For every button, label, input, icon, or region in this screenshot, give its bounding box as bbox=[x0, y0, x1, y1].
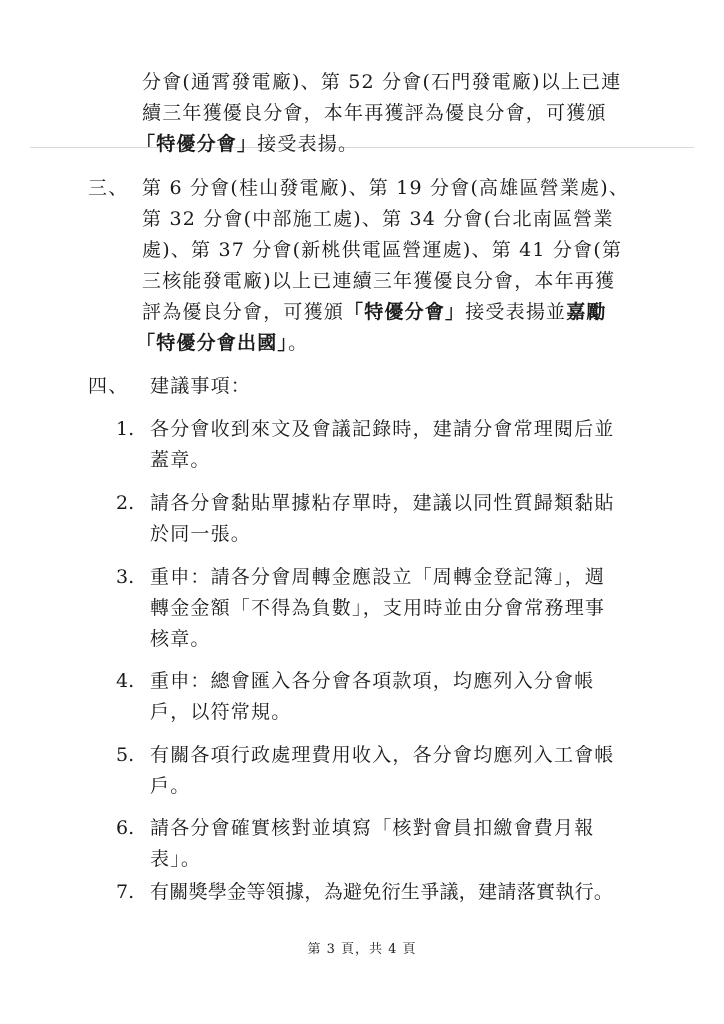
item-line: 有關各項行政處理費用收入，各分會均應列入工會帳 bbox=[150, 744, 615, 766]
item-line: 核章。 bbox=[150, 628, 211, 650]
item-number: 3. bbox=[116, 566, 135, 588]
paragraph-line bbox=[136, 132, 358, 156]
item-number: 2. bbox=[116, 492, 135, 514]
award-emphasis: 「特優分會」 bbox=[136, 133, 258, 155]
paragraph-line bbox=[142, 300, 607, 324]
award-emphasis: 「特優分會出國」 bbox=[136, 332, 289, 354]
reward-emphasis: 嘉勵 bbox=[566, 301, 607, 323]
item-line: 戶，以符常規。 bbox=[150, 701, 292, 723]
item-line: 請各分會黏貼單據粘存單時，建議以同性質歸類黏貼 bbox=[150, 492, 615, 514]
paragraph-line bbox=[136, 331, 308, 355]
section-title: 建議事項： bbox=[150, 375, 252, 397]
scan-line bbox=[30, 147, 694, 148]
item-number: 6. bbox=[116, 817, 135, 839]
text-run: 。 bbox=[288, 332, 309, 354]
page-footer: 第 3 頁，共 4 頁 bbox=[307, 942, 417, 957]
item-line: 於同一張。 bbox=[150, 523, 252, 545]
text-run: 接受表揚並 bbox=[465, 301, 567, 323]
item-line: 表」。 bbox=[150, 848, 202, 870]
paragraph-line: 第 32 分會(中部施工處)、第 34 分會(台北南區營業 bbox=[142, 208, 614, 230]
item-line: 戶。 bbox=[150, 775, 191, 797]
item-number: 5. bbox=[116, 744, 135, 766]
paragraph-line: 第 6 分會(桂山發電廠)、第 19 分會(高雄區營業處)、 bbox=[142, 177, 630, 199]
paragraph-line: 分會(通霄發電廠)、第 52 分會(石門發電廠)以上已連 bbox=[142, 71, 622, 93]
item-line: 重申：請各分會周轉金應設立「周轉金登記簿」，週 bbox=[150, 566, 606, 588]
paragraph-line: 三核能發電廠)以上已連續三年獲優良分會，本年再獲 bbox=[142, 270, 616, 292]
section-marker: 四、 bbox=[88, 375, 129, 397]
item-line: 各分會收到來文及會議記錄時，建請分會常理閱后並 bbox=[150, 418, 615, 440]
item-number: 7. bbox=[116, 881, 135, 903]
award-emphasis: 「特優分會」 bbox=[344, 301, 466, 323]
item-line: 蓋章。 bbox=[150, 449, 211, 471]
item-number: 4. bbox=[116, 670, 135, 692]
item-line: 有關獎學金等領據，為避免衍生爭議，建請落實執行。 bbox=[150, 881, 614, 903]
item-line: 請各分會確實核對並填寫「核對會員扣繳會費月報 bbox=[150, 817, 595, 839]
item-number: 1. bbox=[116, 418, 135, 440]
paragraph-line: 處)、第 37 分會(新桃供電區營運處)、第 41 分會(第 bbox=[142, 239, 623, 261]
text-run: 接受表揚。 bbox=[257, 133, 359, 155]
paragraph-line: 續三年獲優良分會，本年再獲評為優良分會，可獲頒 bbox=[142, 102, 607, 124]
item-line: 重申：總會匯入各分會各項款項，均應列入分會帳 bbox=[150, 670, 595, 692]
item-line: 轉金金額「不得為負數」，支用時並由分會常務理事 bbox=[150, 597, 606, 619]
section-marker: 三、 bbox=[88, 177, 129, 199]
text-run: 評為優良分會，可獲頒 bbox=[142, 301, 345, 323]
